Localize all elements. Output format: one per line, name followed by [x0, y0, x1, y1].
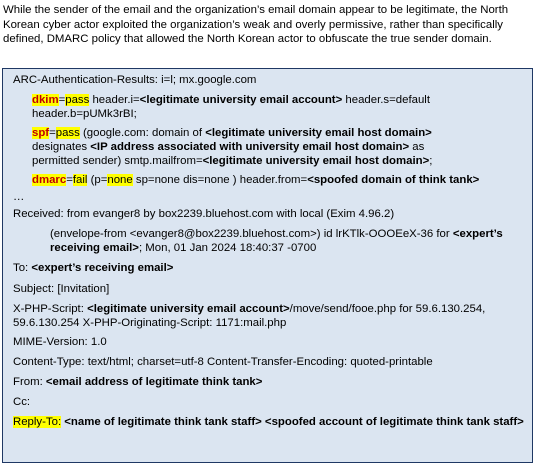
spf-mailfrom-domain: <legitimate university email host domain>: [202, 155, 430, 167]
dmarc-policy-value: none: [107, 174, 133, 186]
content-type-line: Content-Type: text/html; charset=utf-8 Content-Transfer-Encoding: quoted-printable: [13, 356, 433, 368]
dkim-line-2: header.b=pUMk3rBI;: [32, 108, 137, 120]
spf-eq: =: [49, 127, 56, 139]
spf-line: [32, 126, 432, 140]
email-header-box: [2, 68, 533, 463]
dkim-account: <legitimate university email account>: [139, 94, 343, 106]
arc-results-line: ARC-Authentication-Results: i=l; mx.google.com: [13, 74, 257, 86]
x-php-line-2: 59.6.130.254 X-PHP-Originating-Script: 1171:mail.php: [13, 317, 287, 329]
to-line: [13, 261, 173, 275]
spf-text-2: designates: [32, 141, 91, 153]
reply-to-value: <name of legitimate think tank staff> <spoofed account of legitimate think tank staff>: [61, 416, 524, 428]
reply-to-line: [13, 415, 524, 429]
spf-text-4: permitted sender) smtp.mailfrom=: [32, 155, 203, 167]
dmarc-text-2: sp=none dis=none ) header.from=: [132, 174, 308, 186]
x-php-script-line: [13, 302, 485, 316]
x-php-account: <legitimate university email account>: [87, 303, 290, 315]
dmarc-text-1: (p=: [87, 174, 108, 186]
x-php-text: /move/send/fooe.php for 59.6.130.254,: [289, 303, 486, 315]
to-value: <expert’s receiving email>: [31, 262, 174, 274]
dkim-text-2: header.s=default: [342, 94, 430, 106]
dkim-text-1: header.i=: [89, 94, 140, 106]
spf-text-1: (google.com: domain of: [79, 127, 206, 139]
to-label: To:: [13, 262, 32, 274]
from-line: [13, 375, 262, 389]
from-label: From:: [13, 376, 46, 388]
spf-text-5: ;: [429, 155, 433, 167]
spf-ip-address: <IP address associated with university email host domain>: [90, 141, 410, 153]
ellipsis: …: [13, 191, 25, 203]
envelope-line: [50, 227, 503, 241]
mime-version-line: MIME-Version: 1.0: [13, 336, 107, 348]
dkim-line: [32, 93, 430, 107]
spf-value: pass: [55, 127, 80, 139]
envelope-date: ; Mon, 01 Jan 2024 18:40:37 -0700: [138, 242, 317, 254]
dmarc-line: [32, 173, 479, 187]
intro-paragraph: While the sender of the email and the organization’s email domain appear to be legitimate, the North Korean cyber actor exploited the organization’s weak and overly permissive, rather than specifically defined, DMARC policy that allowed the North Korean actor to obfuscate the true sender domain.: [3, 4, 509, 46]
envelope-expert-email: <expert’s: [452, 228, 503, 240]
x-php-label: X-PHP-Script:: [13, 303, 88, 315]
dmarc-spoofed-domain: <spoofed domain of think tank>: [307, 174, 480, 186]
spf-text-3: as: [409, 141, 425, 153]
dmarc-key: dmarc: [32, 174, 67, 186]
dkim-key: dkim: [32, 94, 59, 106]
spf-host-domain: <legitimate university email host domain>: [205, 127, 432, 139]
dmarc-value: fail: [72, 174, 88, 186]
from-value: <email address of legitimate think tank>: [45, 376, 263, 388]
dkim-value: pass: [65, 94, 90, 106]
received-line: Received: from evanger8 by box2239.bluehost.com with local (Exim 4.96.2): [13, 208, 395, 220]
subject-line: Subject: [Invitation]: [13, 283, 110, 295]
spf-line-3: [32, 154, 432, 168]
spf-key: spf: [32, 127, 50, 139]
reply-to-label: Reply-To:: [13, 416, 62, 428]
dmarc-eq: =: [66, 174, 73, 186]
dkim-eq: =: [58, 94, 66, 106]
envelope-line-2: [50, 241, 316, 255]
cc-line: Cc:: [13, 396, 31, 408]
envelope-text: (envelope-from <evanger8@box2239.bluehost.com>) id lrKTlk-OOOEeX-36 for: [50, 228, 453, 240]
spf-line-2: [32, 140, 424, 154]
envelope-expert-email-cont: receiving email>: [50, 242, 139, 254]
